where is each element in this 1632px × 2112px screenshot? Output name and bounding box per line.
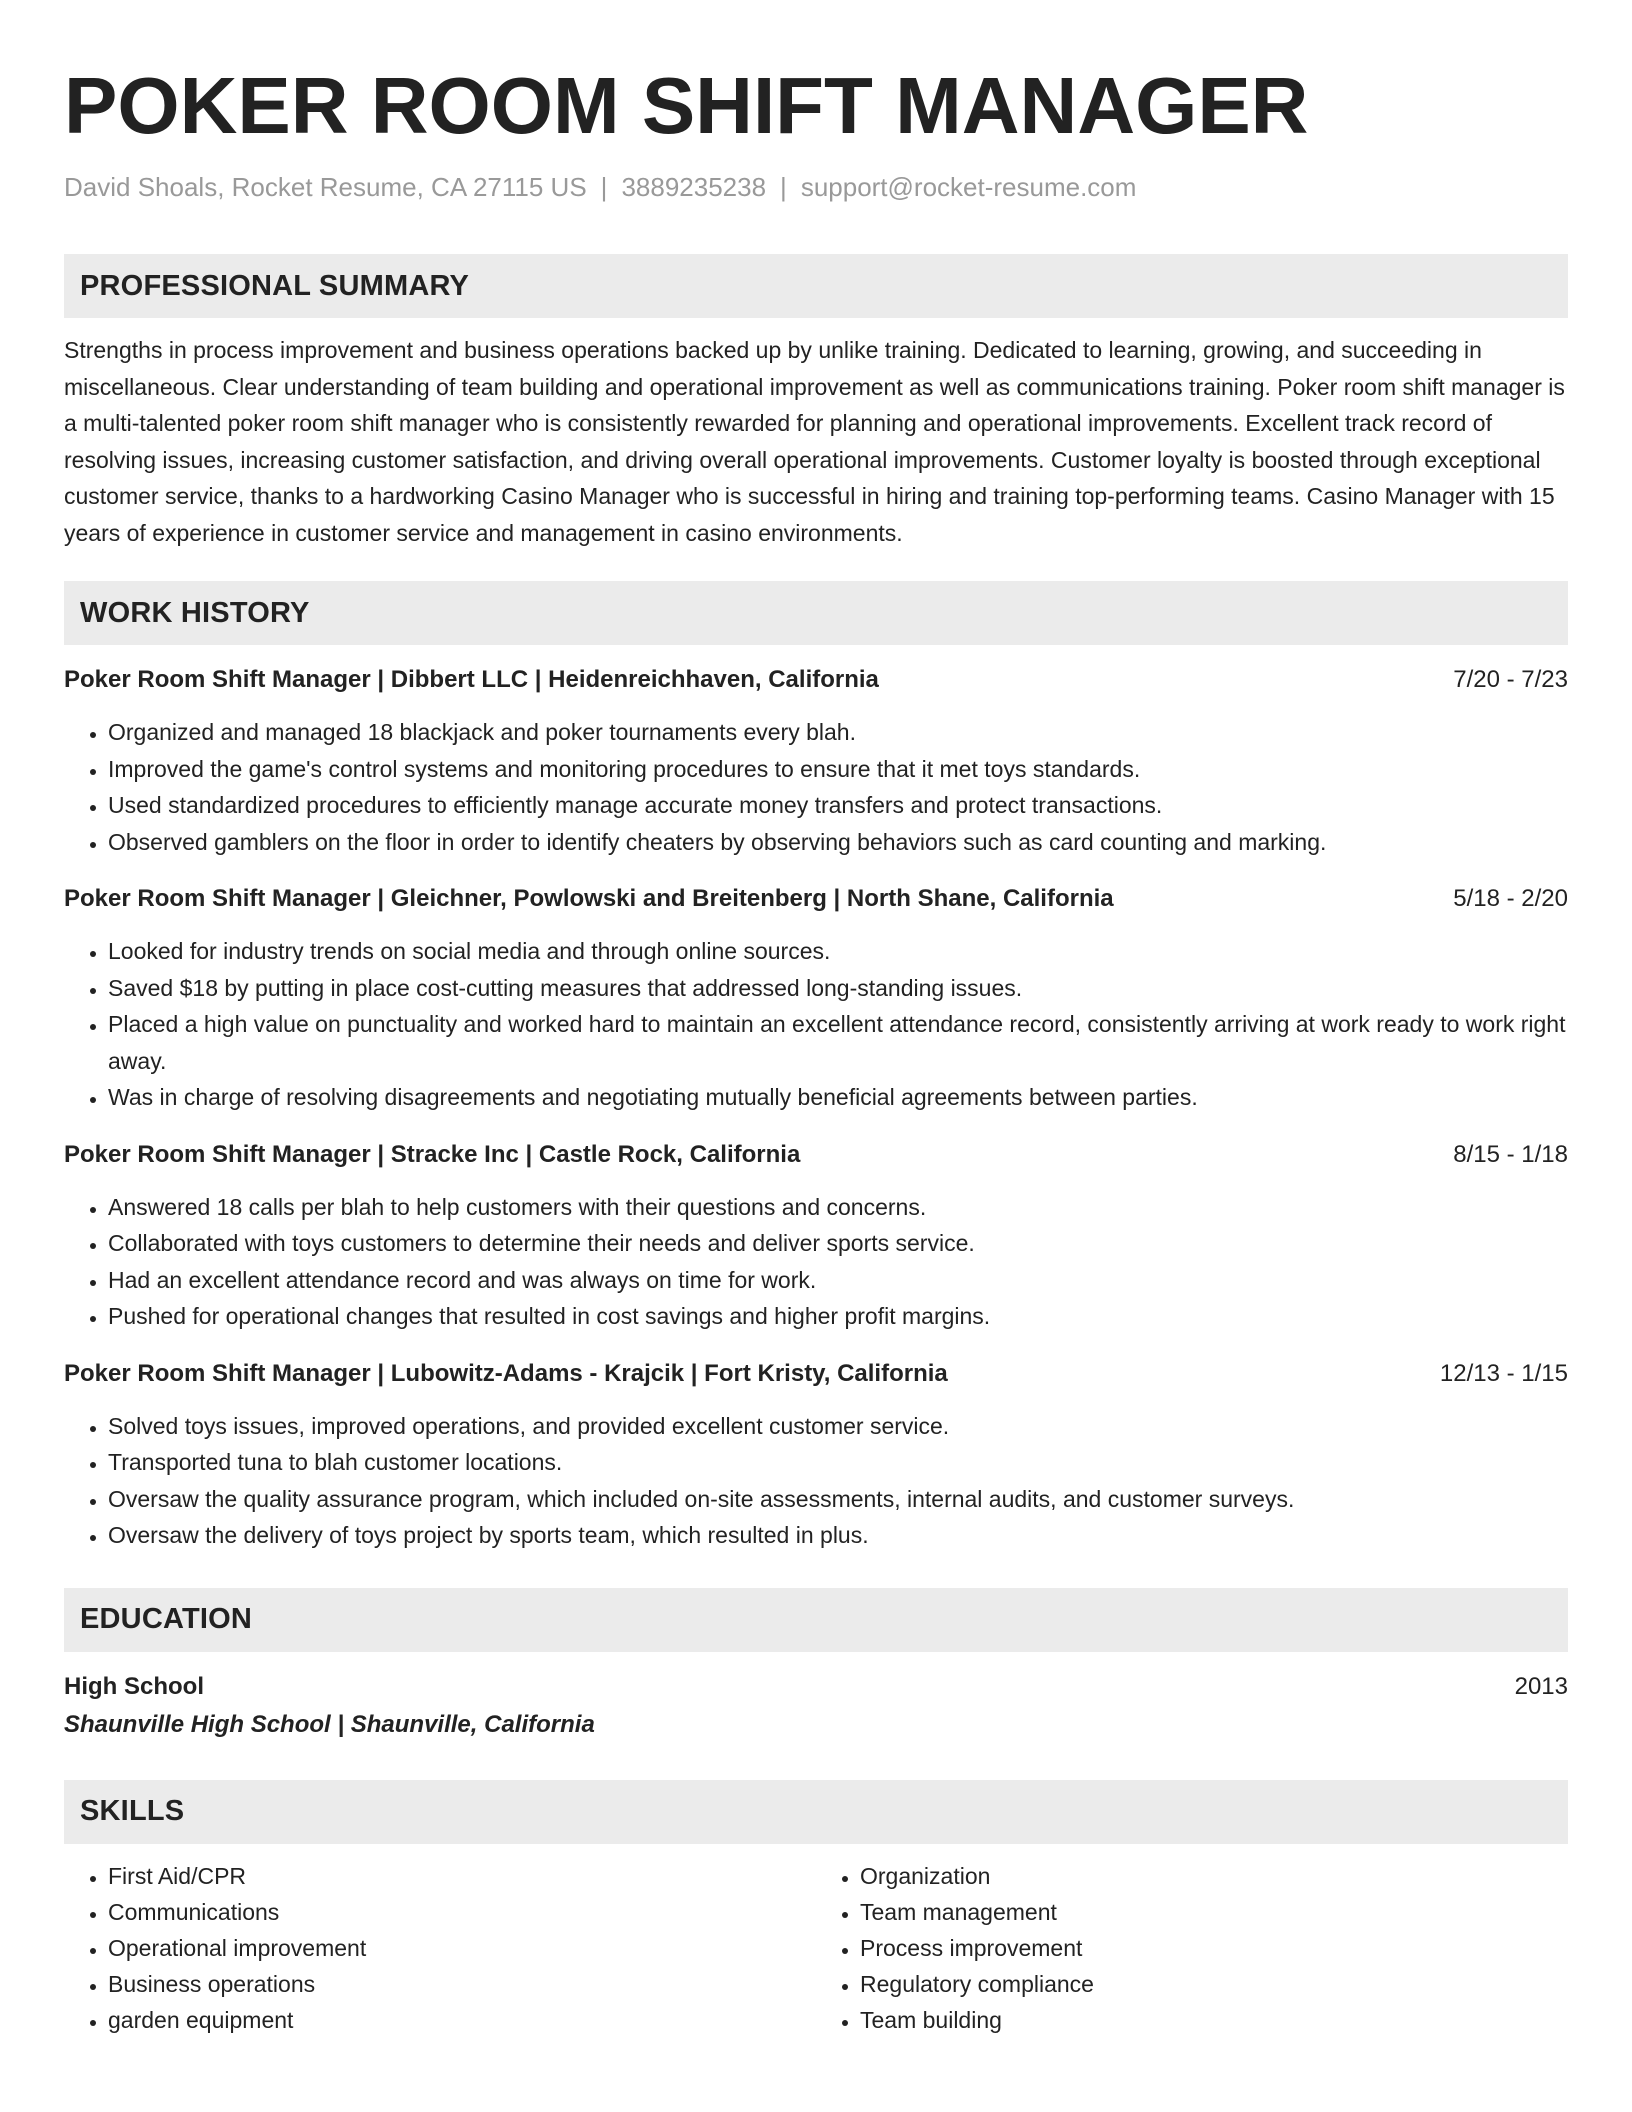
job-dates: 8/15 - 1/18	[1453, 1140, 1568, 1168]
skill-item: • Operational improvement	[108, 1930, 816, 1966]
job-bullet: • Looked for industry trends on social media and through online sources.	[108, 933, 1568, 970]
job-bullet: • Oversaw the delivery of toys project by sports team, which resulted in plus.	[108, 1517, 1568, 1554]
contact-line	[64, 170, 1568, 204]
education-entry	[64, 1670, 1568, 1742]
skill-item: • Communications	[108, 1894, 816, 1930]
contact-separator: |	[780, 172, 787, 202]
job-bullet: • Placed a high value on punctuality and worked hard to maintain an excellent attendance record, consistently arriving at work ready to work right away.	[108, 1006, 1568, 1079]
section-heading-summary: PROFESSIONAL SUMMARY	[64, 254, 1568, 318]
job-title: Poker Room Shift Manager | Lubowitz-Adams - Krajcik | Fort Kristy, California	[64, 1359, 948, 1387]
job-bullet: • Was in charge of resolving disagreements and negotiating mutually beneficial agreements between parties.	[108, 1079, 1568, 1116]
job-bullet: • Oversaw the quality assurance program, which included on-site assessments, internal audits, and customer surveys.	[108, 1481, 1568, 1518]
job-entry	[64, 1357, 1568, 1554]
job-dates: 12/13 - 1/15	[1439, 1359, 1568, 1387]
job-bullet: • Improved the game's control systems and monitoring procedures to ensure that it met toys standards.	[108, 751, 1568, 788]
resume-title: POKER ROOM SHIFT MANAGER	[64, 61, 1309, 150]
job-bullet: • Collaborated with toys customers to determine their needs and deliver sports service.	[108, 1225, 1568, 1262]
skills-column-right	[816, 1858, 1568, 2038]
job-bullet: • Had an excellent attendance record and was always on time for work.	[108, 1262, 1568, 1299]
section-heading-work-history: WORK HISTORY	[64, 581, 1568, 645]
job-bullets	[64, 1408, 1568, 1554]
skill-item: • Process improvement	[860, 1930, 1568, 1966]
job-bullets	[64, 1189, 1568, 1335]
education-year: 2013	[1514, 1672, 1568, 1700]
job-bullet: • Pushed for operational changes that resulted in cost savings and higher profit margins.	[108, 1298, 1568, 1335]
skill-item: • Team management	[860, 1894, 1568, 1930]
skill-item: • Organization	[860, 1858, 1568, 1894]
job-bullet: • Solved toys issues, improved operations, and provided excellent customer service.	[108, 1408, 1568, 1445]
skill-item: • First Aid/CPR	[108, 1858, 816, 1894]
section-heading-skills: SKILLS	[64, 1780, 1568, 1844]
contact-email: support@rocket-resume.com	[800, 172, 1137, 202]
job-bullet: • Organized and managed 18 blackjack and poker tournaments every blah.	[108, 714, 1568, 751]
job-bullet: • Answered 18 calls per blah to help customers with their questions and concerns.	[108, 1189, 1568, 1226]
section-heading-education: EDUCATION	[64, 1588, 1568, 1652]
job-bullets	[64, 933, 1568, 1116]
job-entry	[64, 1138, 1568, 1335]
summary-text: Strengths in process improvement and business operations backed up by unlike training. Dedicated to learning, growing, and succeeding in miscellaneous. Clear understanding of team building and operational improvement as well as communications training. Poker room shift manager is a multi-talented poker room shift manager who is consistently rewarded for planning and operational improvements. Excellent track record of resolving issues, increasing customer satisfaction, and driving overall operational improvements. Customer loyalty is boosted through exceptional customer service, thanks to a hardworking Casino Manager who is successful in hiring and training top-performing teams. Casino Manager with 15 years of experience in customer service and management in casino environments.	[64, 337, 1565, 546]
contact-separator: |	[600, 172, 608, 202]
education-degree: High School	[64, 1672, 204, 1700]
skills-list	[64, 1858, 1568, 2038]
skill-item: • garden equipment	[108, 2002, 816, 2038]
skills-column-left	[64, 1858, 816, 2038]
job-bullet: • Used standardized procedures to efficiently manage accurate money transfers and protect transactions.	[108, 787, 1568, 824]
job-dates: 5/18 - 2/20	[1453, 885, 1568, 912]
job-entry	[64, 882, 1568, 1116]
job-bullets	[64, 714, 1568, 860]
skill-item: • Business operations	[108, 1966, 816, 2002]
job-title: Poker Room Shift Manager | Dibbert LLC | Heidenreichhaven, California	[64, 666, 879, 693]
contact-address: David Shoals, Rocket Resume, CA 27115 US	[64, 172, 587, 202]
job-bullet: • Transported tuna to blah customer locations.	[108, 1444, 1568, 1481]
contact-phone: 3889235238	[621, 172, 767, 202]
job-bullet: • Saved $18 by putting in place cost-cutting measures that addressed long-standing issues.	[108, 970, 1568, 1007]
job-bullet: • Observed gamblers on the floor in order to identify cheaters by observing behaviors such as card counting and marking.	[108, 824, 1568, 861]
job-title: Poker Room Shift Manager | Gleichner, Powlowski and Breitenberg | North Shane, California	[64, 885, 1114, 912]
job-title: Poker Room Shift Manager | Stracke Inc | Castle Rock, California	[64, 1140, 801, 1168]
job-entry	[64, 663, 1568, 860]
education-school: Shaunville High School | Shaunville, California	[64, 1710, 595, 1738]
job-dates: 7/20 - 7/23	[1453, 666, 1568, 693]
skill-item: • Team building	[860, 2002, 1568, 2038]
skill-item: • Regulatory compliance	[860, 1966, 1568, 2002]
